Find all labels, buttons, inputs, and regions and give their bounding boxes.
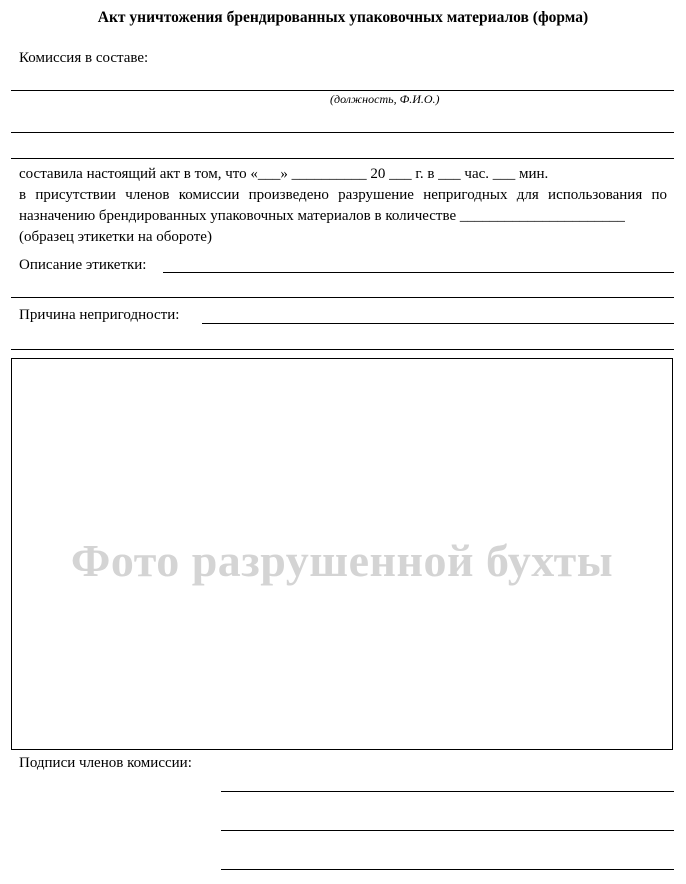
signature-line-2: [221, 830, 674, 831]
commission-line-3: [11, 158, 674, 159]
commission-line-2: [11, 132, 674, 133]
unfit-reason-line-2: [11, 349, 674, 350]
commission-label: Комиссия в составе:: [19, 50, 149, 66]
presence-line-1: в присутствии членов комиссии произведено разрушение непригодных для использования по: [19, 187, 667, 203]
sample-note: (образец этикетки на обороте): [19, 229, 212, 245]
photo-box: [11, 358, 673, 750]
unfit-reason-label: Причина непригодности:: [19, 307, 180, 323]
document-title: Акт уничтожения брендированных упаковочных материалов (форма): [97, 9, 589, 26]
presence-line-2: назначению брендированных упаковочных материалов в количестве ______________________: [19, 208, 625, 224]
unfit-reason-line: [202, 323, 674, 324]
signatures-label: Подписи членов комиссии:: [19, 755, 192, 771]
act-date-line: составила настоящий акт в том, что «___» __________ 20 ___ г. в ___ час. ___ мин.: [19, 166, 549, 182]
position-hint: (должность, Ф.И.О.): [330, 92, 440, 106]
label-description-label: Описание этикетки:: [19, 257, 147, 273]
label-description-line-2: [11, 297, 674, 298]
photo-placeholder-text: Фото разрушенной бухты: [70, 535, 614, 586]
signature-line-3: [221, 869, 674, 870]
signature-line-1: [221, 791, 674, 792]
label-description-line: [163, 272, 674, 273]
